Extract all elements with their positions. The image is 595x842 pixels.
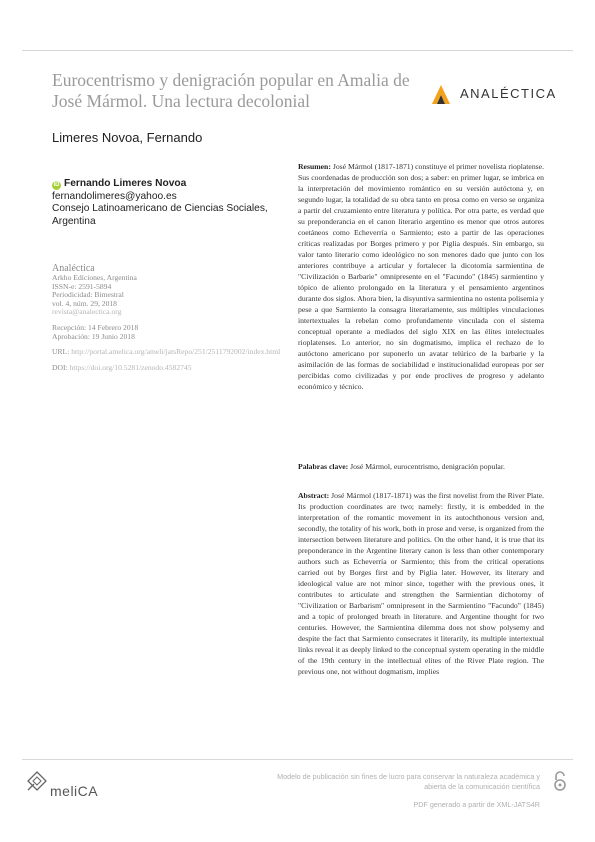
abstract-es-label: Resumen:	[298, 162, 331, 171]
open-access-icon	[552, 770, 568, 792]
abstract-en-label: Abstract:	[298, 491, 330, 500]
journal-issn: ISSN-e: 2591-5894	[52, 281, 112, 291]
approved-date: Aprobación: 19 Junio 2018	[52, 331, 135, 341]
abstract-es	[298, 161, 544, 392]
url-link[interactable]: http://portal.amelica.org/ameli/jatsRepo/251/2511792002/index.html	[71, 347, 281, 357]
abstract-en	[298, 490, 544, 677]
author-institution: Consejo Latinoamericano de Ciencias Sociales,	[52, 203, 268, 214]
received-date: Recepción: 14 Febrero 2018	[52, 322, 139, 332]
author-name: Fernando Limeres Novoa	[64, 178, 187, 189]
footer-pdf-note: PDF generado a partir de XML-JATS4R	[413, 800, 540, 809]
abstract-en-text: José Mármol (1817-1871) was the first novelist from the River Plate. Its production coordinates are two; namely: firstly, it is embedded in the interpretation of the romantic movement in its autochthonous version and, secondly, the totality of his work, both in prose and verse, is organized from the intersection between literature and politics. On the other hand, it is true that its preponderance in the Argentine literary canon is less than other contemporary authors such as Echeverría or Sarmiento; this from the critical operations carried out by Borges first and by Piglia later. However, its literary and ideological value are not minor since, together with the previous ones, it contributes to articulate and strengthen the Sarmientian dichotomy of "Civilization or Barbarism" omnipresent in the Sarmientino "Facundo" (1845) and a topic of prolonged breath in literature. and Argentine thought for two centuries. However, the Sarmientina dilemma does not show polysemy and despite the fact that Sarmiento consecrates it literarily, its multiple intertextual links reveal it as deeply linked to the conceptual system operating in the middle of the 19th century in the intellectual elites of the River Plate region. The previous one, not without dogmatism, implies	[298, 491, 545, 676]
doi-row	[52, 364, 302, 373]
article-title: Eurocentrismo y denigración popular en Amalia de José Mármol. Una lectura decolonial	[52, 70, 410, 111]
keywords-es-text: José Mármol, eurocentrismo, denigración popular.	[350, 462, 505, 471]
journal-periodicity: Periodicidad: Bimestral	[52, 290, 124, 300]
doi-label: DOI:	[52, 362, 68, 372]
keywords-es	[298, 461, 544, 472]
author-line: Limeres Novoa, Fernando	[52, 130, 203, 145]
url-row	[52, 348, 302, 357]
analectica-logo-text: ANALÉCTICA	[460, 86, 557, 101]
amelica-brand: meliCA	[50, 783, 99, 799]
journal-volume: vol. 4, núm. 29, 2018	[52, 298, 117, 308]
amelica-logo-icon	[26, 770, 48, 792]
journal-publisher: Arkho Ediciones, Argentina	[52, 273, 137, 282]
journal-name: Analéctica	[52, 263, 95, 274]
footer-note: Modelo de publicación sin fines de lucro para conservar la naturaleza académica y abierta de la comunicación científica	[277, 772, 540, 791]
journal-email[interactable]: revista@analectica.org	[52, 307, 122, 317]
author-country: Argentina	[52, 215, 96, 227]
journal-info	[52, 263, 302, 372]
url-label: URL:	[52, 347, 70, 357]
header-rule	[22, 50, 573, 51]
orcid-icon[interactable]: iD	[53, 182, 60, 188]
abstract-es-text: José Mármol (1817-1871) constituye el primer novelista rioplatense. Sus coordenadas de producción son dos; a saber: en primer lugar, se imbrica en la interpretación del movimiento romántico en su versión autóctona y, en segundo lugar, la totalidad de su obra tanto en prosa como en verso se organiza a partir del cruzamiento entre literatura y política. Por otra parte, es verdad que su preponderancia en el canon literario argentino es menor que otros autores coetáneos como Echeverría o Sarmiento; esto a partir de las operaciones críticas realizadas por Borges primero y por Piglia después. Sin embargo, su valor tanto literario como ideológico no son menores dado que junto con los anteriores contribuye a articular y fortalecer la dicotomía sarmientina de "Civilización o Barbarie" omnipresente en el "Facundo" (1845) sarmientino y tópico de aliento prolongado en la literatura y el pensamiento argentinos durante dos siglos. Ahora bien, la disyuntiva sarmientina no ostenta polisemia y pese a que Sarmiento la consagra literariamente, sus múltiples vinculaciones intertextuales la rebelan como profundamente vinculada con el sistema conceptual operante a mediados del siglo XIX en las élites intelectuales rioplatenses. Lo anterior, no sin dogmatismo, implica el rechazo de lo autóctono americano por suponerlo un avatar telúrico de la barbarie y la asimilación de las formas de sociabilidad e institucionalidad europeas por ser percibidas como civilizadas y por ende proclives de progreso y adelanto económico y técnico.	[298, 162, 544, 391]
doi-link[interactable]: https://doi.org/10.5281/zenodo.4582745	[69, 362, 192, 372]
author-email[interactable]: fernandolimeres@yahoo.es	[52, 190, 177, 202]
footer-rule	[22, 759, 573, 760]
affiliation-block	[52, 178, 292, 228]
keywords-es-label: Palabras clave:	[298, 462, 349, 471]
